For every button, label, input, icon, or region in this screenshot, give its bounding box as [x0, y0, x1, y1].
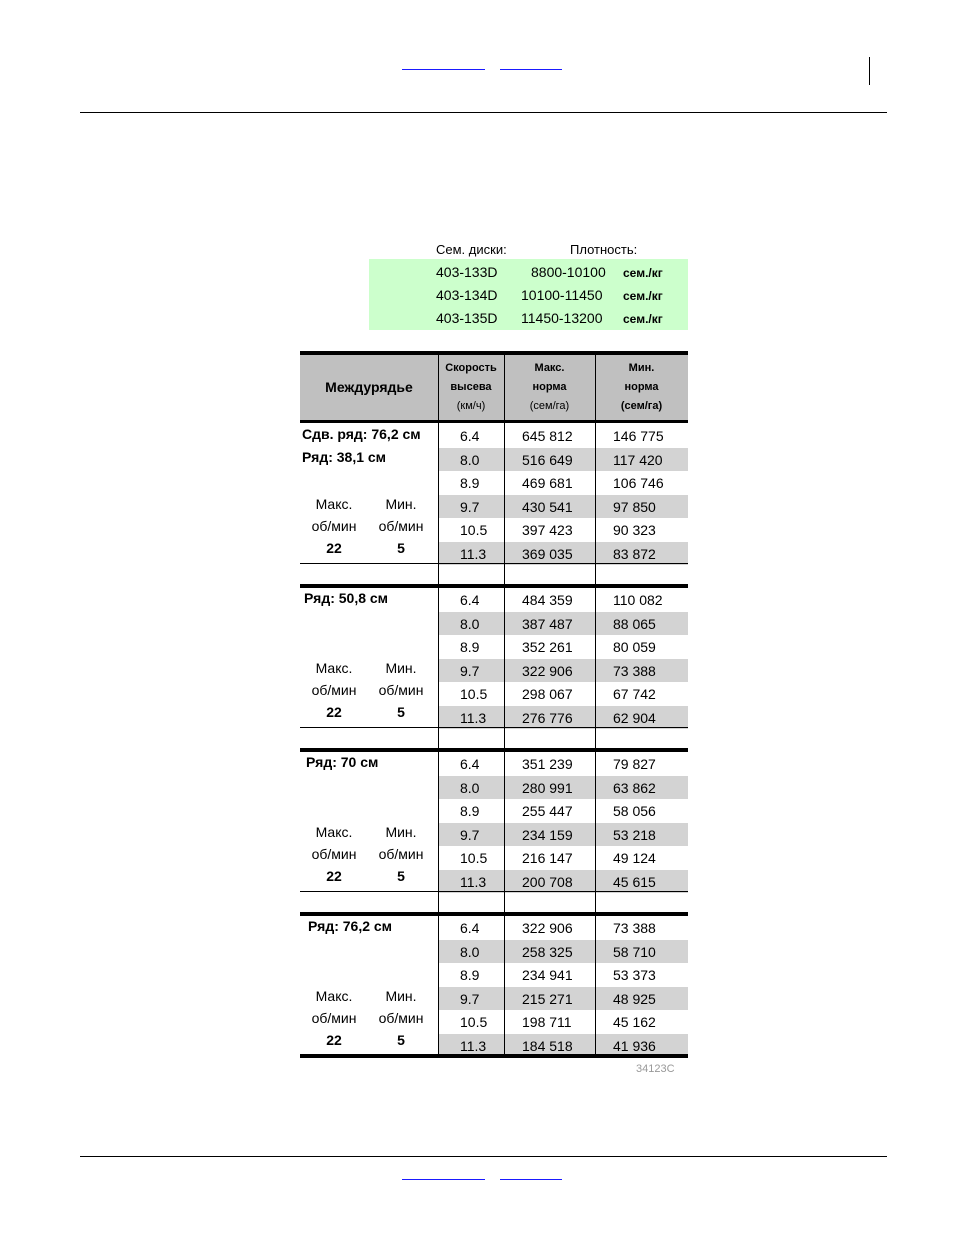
min-rate-cell: 62 904	[613, 709, 656, 726]
min-rpm-label: 5	[397, 1032, 405, 1048]
max-rate-cell: 298 067	[522, 686, 573, 702]
table-row	[438, 635, 688, 658]
header-row-spacing: Междурядье	[325, 379, 413, 395]
max-rpm-label: Макс.	[315, 660, 353, 676]
spacer-line	[300, 563, 688, 564]
min-rate-cell: 73 388	[613, 920, 656, 936]
min-rpm-label: Мин.	[385, 824, 417, 840]
max-rpm-label: об/мин	[311, 518, 357, 534]
group-label: Ряд: 70 см	[306, 754, 379, 770]
max-rate-cell: 216 147	[522, 850, 573, 866]
table-row	[438, 706, 688, 729]
table-row	[438, 612, 688, 635]
column-separator	[504, 351, 505, 1056]
spacer-line	[300, 891, 688, 892]
max-rate-cell: 198 711	[522, 1014, 572, 1030]
speed-cell: 6.4	[460, 756, 480, 772]
min-rate-cell: 41 936	[613, 1037, 656, 1054]
min-rpm-label: об/мин	[378, 682, 424, 698]
table-row	[438, 424, 688, 447]
min-rate-cell: 58 056	[613, 803, 656, 819]
speed-cell: 8.0	[460, 451, 480, 468]
max-rate-cell: 200 708	[522, 873, 573, 890]
speed-cell: 8.0	[460, 943, 480, 960]
max-rate-cell: 484 359	[522, 592, 573, 608]
group-label: Ряд: 50,8 см	[304, 590, 389, 606]
max-rpm-label: Макс.	[315, 496, 353, 512]
disc-unit: сем./кг	[623, 312, 663, 326]
density-header: Плотность:	[570, 242, 638, 257]
speed-cell: 10.5	[460, 522, 488, 538]
min-rate-cell: 88 065	[613, 615, 656, 632]
header-speed: Скорость высева (км/ч)	[445, 362, 497, 412]
max-rate-cell: 397 423	[522, 522, 573, 538]
speed-cell: 9.7	[460, 662, 480, 679]
speed-cell: 8.0	[460, 779, 480, 796]
speed-cell: 8.9	[460, 639, 480, 655]
table-row	[438, 752, 688, 775]
max-rpm-label: об/мин	[311, 846, 357, 862]
disc-unit: сем./кг	[623, 266, 663, 280]
speed-cell: 9.7	[460, 826, 480, 843]
speed-cell: 6.4	[460, 920, 480, 936]
min-rate-cell: 79 827	[613, 756, 656, 772]
max-rate-cell: 276 776	[522, 709, 573, 726]
max-rate-cell: 516 649	[522, 451, 573, 468]
table-row	[438, 659, 688, 682]
max-rate-cell: 387 487	[522, 615, 573, 632]
table-row	[438, 682, 688, 705]
table-row	[438, 542, 688, 565]
speed-cell: 9.7	[460, 990, 480, 1007]
disc-unit: сем./кг	[623, 289, 663, 303]
min-rate-cell: 53 218	[613, 826, 656, 843]
table-row	[438, 823, 688, 846]
table-row	[438, 588, 688, 611]
max-rate-cell: 184 518	[522, 1037, 573, 1054]
disc-id: 403-134D	[436, 287, 498, 303]
disc-id: 403-135D	[436, 310, 498, 326]
min-rpm-label: об/мин	[378, 846, 424, 862]
table-row	[438, 1010, 688, 1033]
min-rate-cell: 58 710	[613, 943, 656, 960]
max-rate-cell: 280 991	[522, 779, 573, 796]
header-link-right[interactable]	[500, 57, 562, 70]
max-rpm-label: 22	[326, 1032, 342, 1048]
disc-row	[369, 260, 688, 283]
min-rate-cell: 90 323	[613, 522, 656, 538]
header-max-rate: Макс. норма (сем/га)	[529, 362, 570, 412]
speed-cell: 11.3	[460, 545, 487, 562]
max-rate-cell: 234 941	[522, 967, 573, 983]
disc-header: Сем. диски:	[436, 242, 507, 257]
header-link-left[interactable]	[402, 57, 485, 70]
max-rpm-label: Макс.	[315, 824, 353, 840]
max-rpm-label: 22	[326, 868, 342, 884]
table-row	[438, 870, 688, 893]
max-rate-cell: 469 681	[522, 475, 573, 491]
min-rpm-label: Мин.	[385, 988, 417, 1004]
min-rate-cell: 49 124	[613, 850, 656, 866]
max-rate-cell: 322 906	[522, 920, 573, 936]
max-rate-cell: 258 325	[522, 943, 573, 960]
disc-range: 10100-11450	[521, 287, 603, 303]
max-rate-cell: 351 239	[522, 756, 573, 772]
footer-link-right[interactable]	[500, 1167, 562, 1180]
table-row	[438, 963, 688, 986]
disc-id: 403-133D	[436, 264, 498, 280]
table-row	[438, 916, 688, 939]
min-rate-cell: 97 850	[613, 498, 656, 515]
disc-row	[369, 283, 688, 306]
min-rate-cell: 53 373	[613, 967, 656, 983]
min-rate-cell: 45 162	[613, 1014, 656, 1030]
table-header	[300, 351, 688, 423]
min-rate-cell: 67 742	[613, 686, 656, 702]
table-row	[438, 448, 688, 471]
min-rate-cell: 80 059	[613, 639, 656, 655]
table-row	[438, 799, 688, 822]
figure-id: 34123C	[636, 1063, 675, 1075]
footer-link-left[interactable]	[402, 1167, 485, 1180]
header-min-rate: Мин. норма (сем/га)	[620, 362, 663, 412]
speed-cell: 11.3	[460, 709, 487, 726]
min-rate-cell: 45 615	[613, 873, 656, 890]
table-row	[438, 987, 688, 1010]
speed-cell: 10.5	[460, 686, 488, 702]
table-row	[438, 940, 688, 963]
table-row	[438, 846, 688, 869]
disc-table	[369, 259, 688, 330]
min-rate-cell: 48 925	[613, 990, 656, 1007]
table-row	[438, 518, 688, 541]
speed-cell: 6.4	[460, 592, 480, 608]
page-marker-bar	[869, 57, 870, 85]
group-label: Ряд: 38,1 см	[302, 449, 387, 465]
seed-rate-table	[300, 351, 688, 1058]
min-rpm-label: об/мин	[378, 1010, 424, 1026]
speed-cell: 9.7	[460, 498, 480, 515]
max-rate-cell: 215 271	[522, 990, 573, 1007]
max-rate-cell: 322 906	[522, 662, 573, 679]
table-row	[438, 495, 688, 518]
speed-cell: 8.9	[460, 475, 480, 491]
spacer-line	[300, 727, 688, 728]
max-rpm-label: 22	[326, 704, 342, 720]
speed-cell: 11.3	[460, 1037, 487, 1054]
speed-cell: 8.9	[460, 967, 480, 983]
min-rate-cell: 117 420	[613, 451, 663, 468]
min-rpm-label: Мин.	[385, 660, 417, 676]
disc-range: 11450-13200	[521, 310, 603, 326]
max-rate-cell: 645 812	[522, 428, 573, 444]
min-rpm-label: Мин.	[385, 496, 417, 512]
max-rate-cell: 430 541	[522, 498, 573, 515]
max-rate-cell: 234 159	[522, 826, 573, 843]
disc-row	[369, 306, 688, 329]
table-bottom-rule	[300, 1054, 688, 1058]
max-rpm-label: об/мин	[311, 1010, 357, 1026]
max-rate-cell: 255 447	[522, 803, 573, 819]
min-rate-cell: 106 746	[613, 475, 664, 491]
footer-rule	[80, 1156, 887, 1157]
speed-cell: 8.0	[460, 615, 480, 632]
max-rpm-label: 22	[326, 540, 342, 556]
max-rpm-label: Макс.	[315, 988, 353, 1004]
min-rate-cell: 83 872	[613, 545, 656, 562]
speed-cell: 8.9	[460, 803, 480, 819]
speed-cell: 11.3	[460, 873, 487, 890]
max-rate-cell: 369 035	[522, 545, 573, 562]
header-rule	[80, 112, 887, 113]
speed-cell: 10.5	[460, 1014, 488, 1030]
table-row	[438, 471, 688, 494]
disc-range: 8800-10100	[531, 264, 606, 280]
column-separator	[595, 351, 596, 1056]
min-rate-cell: 63 862	[613, 779, 656, 796]
min-rpm-label: 5	[397, 868, 405, 884]
min-rpm-label: 5	[397, 540, 405, 556]
min-rate-cell: 73 388	[613, 662, 656, 679]
min-rate-cell: 146 775	[613, 428, 664, 444]
min-rate-cell: 110 082	[613, 592, 663, 608]
max-rate-cell: 352 261	[522, 639, 573, 655]
speed-cell: 10.5	[460, 850, 488, 866]
column-separator	[438, 351, 439, 1056]
min-rpm-label: об/мин	[378, 518, 424, 534]
group-label: Ряд: 76,2 см	[308, 918, 393, 934]
group-label: Сдв. ряд: 76,2 см	[302, 426, 421, 442]
speed-cell: 6.4	[460, 428, 480, 444]
table-row	[438, 776, 688, 799]
min-rpm-label: 5	[397, 704, 405, 720]
max-rpm-label: об/мин	[311, 682, 357, 698]
